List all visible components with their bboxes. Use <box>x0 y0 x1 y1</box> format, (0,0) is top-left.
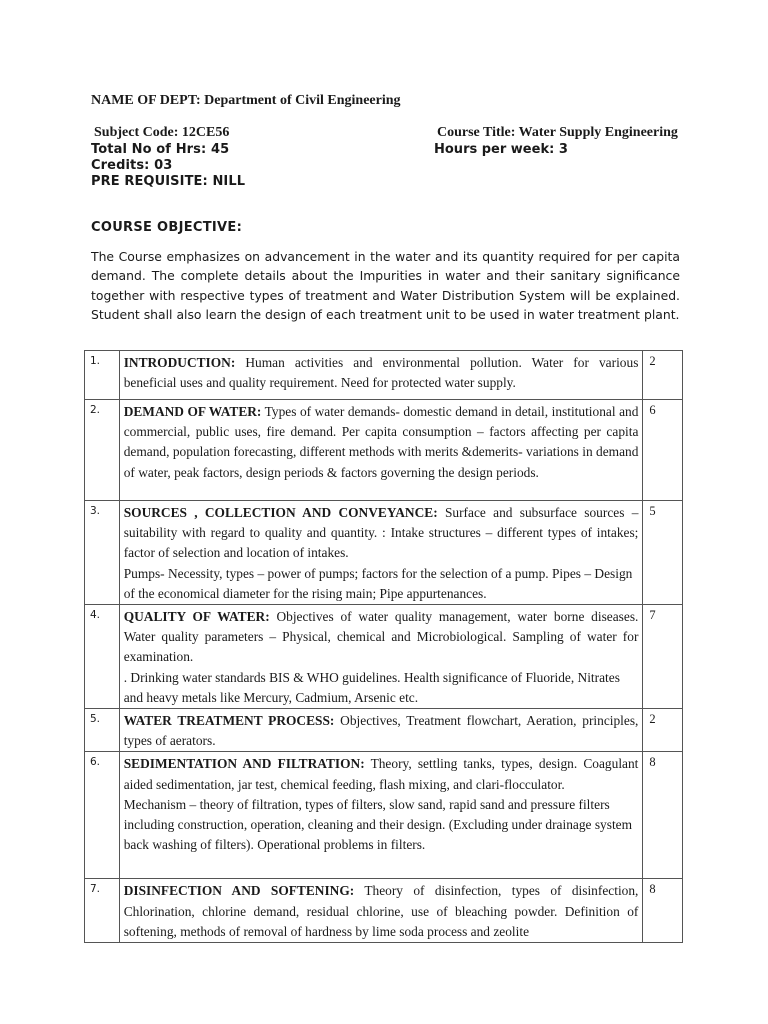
objective-text: The Course emphasizes on advancement in the water and its quantity required for per capita demand. The complete details about the Impurities in water and their sanitary significance together with respective types of treatment and Water Distribution System will be explained. Student shall also learn the design of each treatment unit to be used in water treatment plant. <box>91 249 680 323</box>
unit-title: QUALITY OF WATER: <box>123 609 270 625</box>
unit-hours: 6 <box>643 400 683 501</box>
unit-paragraph <box>124 881 639 942</box>
unit-description: Human activities and environmental pollution. Water for various beneficial uses and quality requirement. Need for protected water supply. <box>123 355 639 391</box>
unit-number: 7. <box>85 879 120 943</box>
unit-description: Theory of disinfection, types of disinfection, Chlorination, chlorine demand, residual chlorine, use of bleaching powder. Definition of softening, methods of removal of hardness by lime soda process and zeolite <box>123 883 639 939</box>
unit-title: WATER TREATMENT PROCESS: <box>123 713 335 729</box>
unit-description: Objectives of water quality management, water borne diseases. Water quality parameters – Physical, chemical and Microbiological. Sampling of water for examination. <box>123 609 639 665</box>
unit-number: 2. <box>85 400 120 501</box>
unit-content <box>119 879 643 943</box>
unit-title: DISINFECTION AND SOFTENING: <box>123 883 355 899</box>
unit-paragraph <box>124 607 639 668</box>
unit-paragraph <box>124 754 639 794</box>
unit-content <box>119 752 643 879</box>
unit-paragraph <box>124 353 639 393</box>
unit-number: 6. <box>85 752 120 879</box>
unit-content <box>119 351 643 400</box>
unit-hours: 2 <box>643 351 683 400</box>
unit-description: Types of water demands- domestic demand in detail, institutional and commercial, public uses, fire demand. Per capita consumption – factors affecting per capita demand, population forecasting, different methods with merits &demerits- variations in demand of water, peak factors, design periods & factors governing the design periods. <box>123 404 639 480</box>
unit-hours: 8 <box>643 879 683 943</box>
objective-heading: COURSE OBJECTIVE: <box>91 220 243 235</box>
unit-number: 1. <box>85 351 120 400</box>
prerequisite: PRE REQUISITE: NILL <box>91 174 246 189</box>
unit-hours: 8 <box>643 752 683 879</box>
unit-number: 3. <box>85 501 120 605</box>
unit-title: DEMAND OF WATER: <box>123 404 262 419</box>
credits: Credits: 03 <box>91 158 173 173</box>
unit-paragraph <box>124 711 639 751</box>
unit-description: Theory, settling tanks, types, design. Coagulant aided sedimentation, jar test, chemical feeding, flash mixing, and clari-flocculator. <box>123 756 639 792</box>
table-row <box>85 351 683 400</box>
unit-title: INTRODUCTION: <box>123 355 236 370</box>
unit-paragraph <box>124 402 639 483</box>
table-row <box>85 879 683 943</box>
subject-code: Subject Code: 12CE56 <box>94 125 230 140</box>
syllabus-table <box>84 350 683 943</box>
unit-title: SEDIMENTATION AND FILTRATION: <box>123 756 365 772</box>
unit-content <box>119 709 643 752</box>
unit-number: 5. <box>85 709 120 752</box>
department-name: NAME OF DEPT: Department of Civil Engineering <box>91 93 401 108</box>
hours-per-week: Hours per week: 3 <box>434 142 568 157</box>
table-row <box>85 501 683 605</box>
unit-description: Surface and subsurface sources – suitability with regard to quality and quantity. : Intake structures – different types of intakes; factor of selection and location of intakes. <box>123 505 639 561</box>
unit-title: SOURCES , COLLECTION AND CONVEYANCE: <box>123 505 438 520</box>
unit-hours: 5 <box>643 501 683 605</box>
unit-number: 4. <box>85 605 120 709</box>
unit-paragraph <box>124 503 639 564</box>
unit-description: Objectives, Treatment flowchart, Aeration, principles, types of aerators. <box>123 713 639 749</box>
unit-extra-paragraph: Pumps- Necessity, types – power of pumps; factors for the selection of a pump. Pipes – Design of the economical diameter for the rising main; Pipe appurtenances. <box>123 565 633 601</box>
unit-extra-paragraph: Mechanism – theory of filtration, types of filters, slow sand, rapid sand and pressure filters including construction, operation, cleaning and their design. (Excluding under drainage system back washing of filters). Operational problems in filters. <box>123 796 633 853</box>
unit-extra-paragraph: . Drinking water standards BIS & WHO guidelines. Health significance of Fluoride, Nitrates and heavy metals like Mercury, Cadmium, Arsenic etc. <box>123 669 620 705</box>
unit-content <box>119 605 643 709</box>
syllabus-rows <box>85 351 683 943</box>
table-row <box>85 752 683 879</box>
course-title: Course Title: Water Supply Engineering <box>437 125 678 140</box>
unit-content <box>119 501 643 605</box>
table-row <box>85 605 683 709</box>
table-row <box>85 400 683 501</box>
unit-hours: 2 <box>643 709 683 752</box>
total-hours: Total No of Hrs: 45 <box>91 142 230 157</box>
unit-hours: 7 <box>643 605 683 709</box>
unit-content <box>119 400 643 501</box>
table-row <box>85 709 683 752</box>
